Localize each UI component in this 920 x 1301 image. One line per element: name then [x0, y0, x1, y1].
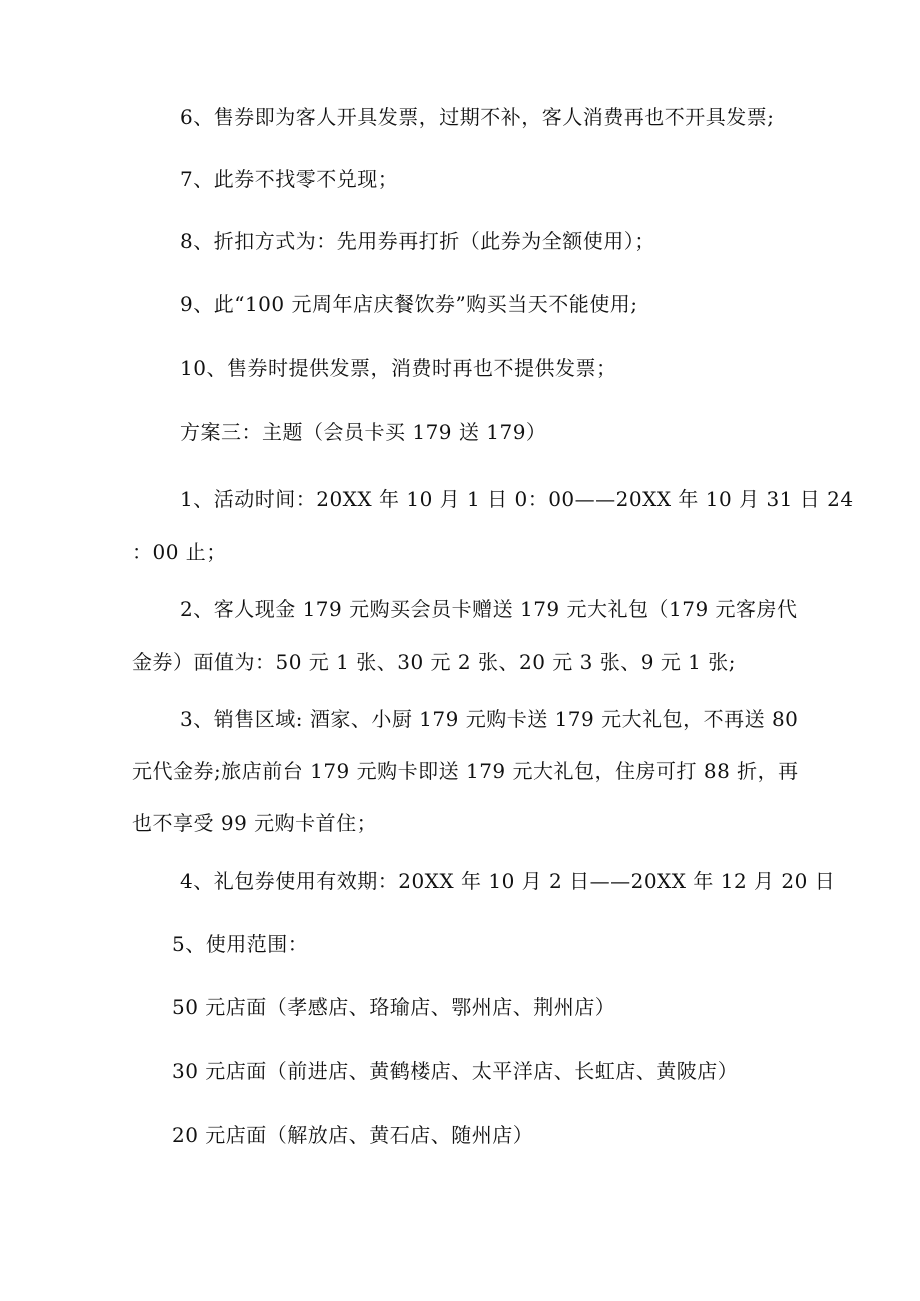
- paragraph-line: 4、礼包券使用有效期：20XX 年 10 月 2 日——20XX 年 12 月 20 日: [180, 869, 836, 893]
- paragraph-line: 元代金券;旅店前台 179 元购卡即送 179 元大礼包，住房可打 88 折，再: [132, 759, 799, 783]
- paragraph-line: 8、折扣方式为：先用券再打折（此券为全额使用）；: [180, 229, 655, 253]
- paragraph-line: 3、销售区域: 酒家、小厨 179 元购卡送 179 元大礼包，不再送 80: [180, 707, 799, 731]
- paragraph-line: 30 元店面（前进店、黄鹤楼店、太平洋店、长虹店、黄陂店）: [172, 1059, 739, 1083]
- paragraph-line: ：00 止；: [132, 540, 227, 564]
- paragraph-line: 20 元店面（解放店、黄石店、随州店）: [172, 1123, 534, 1147]
- paragraph-line: 10、售券时提供发票，消费时再也不提供发票；: [180, 356, 617, 380]
- paragraph-line: 9、此“100 元周年店庆餐饮券”购买当天不能使用;: [180, 292, 638, 316]
- section-heading: 方案三：主题（会员卡买 179 送 179）: [180, 420, 547, 444]
- paragraph-line: 50 元店面（孝感店、珞瑜店、鄂州店、荆州店）: [172, 995, 616, 1019]
- paragraph-line: 也不享受 99 元购卡首住；: [132, 811, 378, 835]
- paragraph-line: 1、活动时间：20XX 年 10 月 1 日 0：00——20XX 年 10 月 31 日 24: [180, 487, 854, 511]
- paragraph-line: 2、客人现金 179 元购买会员卡赠送 179 元大礼包（179 元客房代: [180, 597, 798, 621]
- paragraph-line: 7、此券不找零不兑现；: [180, 167, 399, 191]
- paragraph-line: 金券）面值为：50 元 1 张、30 元 2 张、20 元 3 张、9 元 1 张;: [132, 650, 736, 674]
- paragraph-line: 6、售券即为客人开具发票，过期不补，客人消费再也不开具发票;: [180, 105, 775, 129]
- paragraph-line: 5、使用范围：: [172, 932, 309, 956]
